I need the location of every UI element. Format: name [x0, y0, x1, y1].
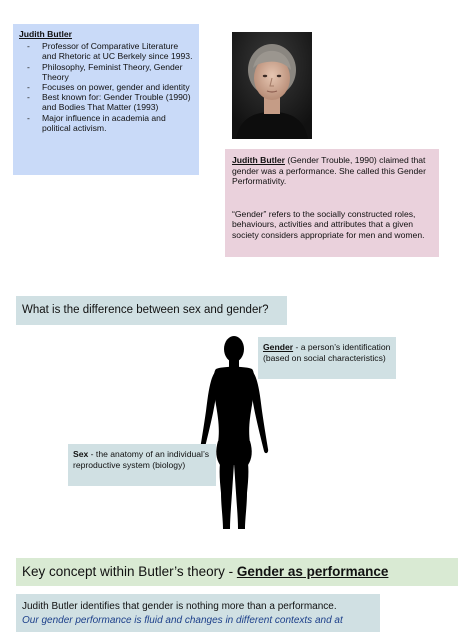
sex-label-box [68, 444, 216, 486]
key-concept-emphasis: Gender as performance [236, 564, 389, 579]
gender-label-box [258, 337, 396, 379]
performance-explanation-box [16, 594, 380, 632]
gender-definition: “Gender” refers to the socially constructed roles, behaviours, activities and attributes that a given society considers appropriate for men and women. [232, 208, 425, 240]
explanation-line-2: Our gender performance is fluid and changes in different contexts and at [22, 615, 343, 626]
bio-list [19, 41, 193, 133]
bio-box [13, 24, 199, 175]
sex-term: Sex [73, 449, 89, 459]
gender-term: Gender [263, 342, 294, 352]
bio-item: - Focuses on power, gender and identity [27, 82, 193, 92]
butler-name: Judith Butler [232, 155, 285, 165]
butler-quote-box [225, 149, 439, 257]
bio-item: - Best known for: Gender Trouble (1990) and Bodies That Matter (1993) [27, 92, 193, 112]
bio-item: - Professor of Comparative Literature and Rhetoric at UC Berkely since 1993. [27, 41, 193, 61]
gender-definition-text: - a person’s identification (based on social characteristics) [263, 342, 391, 363]
key-concept-banner [16, 558, 458, 586]
butler-claim [232, 155, 432, 187]
question-heading: What is the difference between sex and gender? [16, 296, 287, 325]
key-concept-prefix: Key concept within Butler’s theory - [22, 564, 237, 579]
bio-item: - Major influence in academia and political activism. [27, 113, 193, 133]
sex-definition-text: - the anatomy of an individual’s reproductive system (biology) [73, 449, 209, 470]
bio-heading: Judith Butler [19, 29, 72, 39]
person-portrait-icon [232, 32, 312, 139]
explanation-line-1: Judith Butler identifies that gender is nothing more than a performance. [22, 601, 337, 612]
portrait-photo [232, 32, 312, 139]
bio-item: - Philosophy, Feminist Theory, Gender Theory [27, 62, 193, 82]
butler-claim-text: (Gender Trouble, 1990) claimed that gender was a performance. She called this Gender Performativity. [232, 155, 426, 187]
